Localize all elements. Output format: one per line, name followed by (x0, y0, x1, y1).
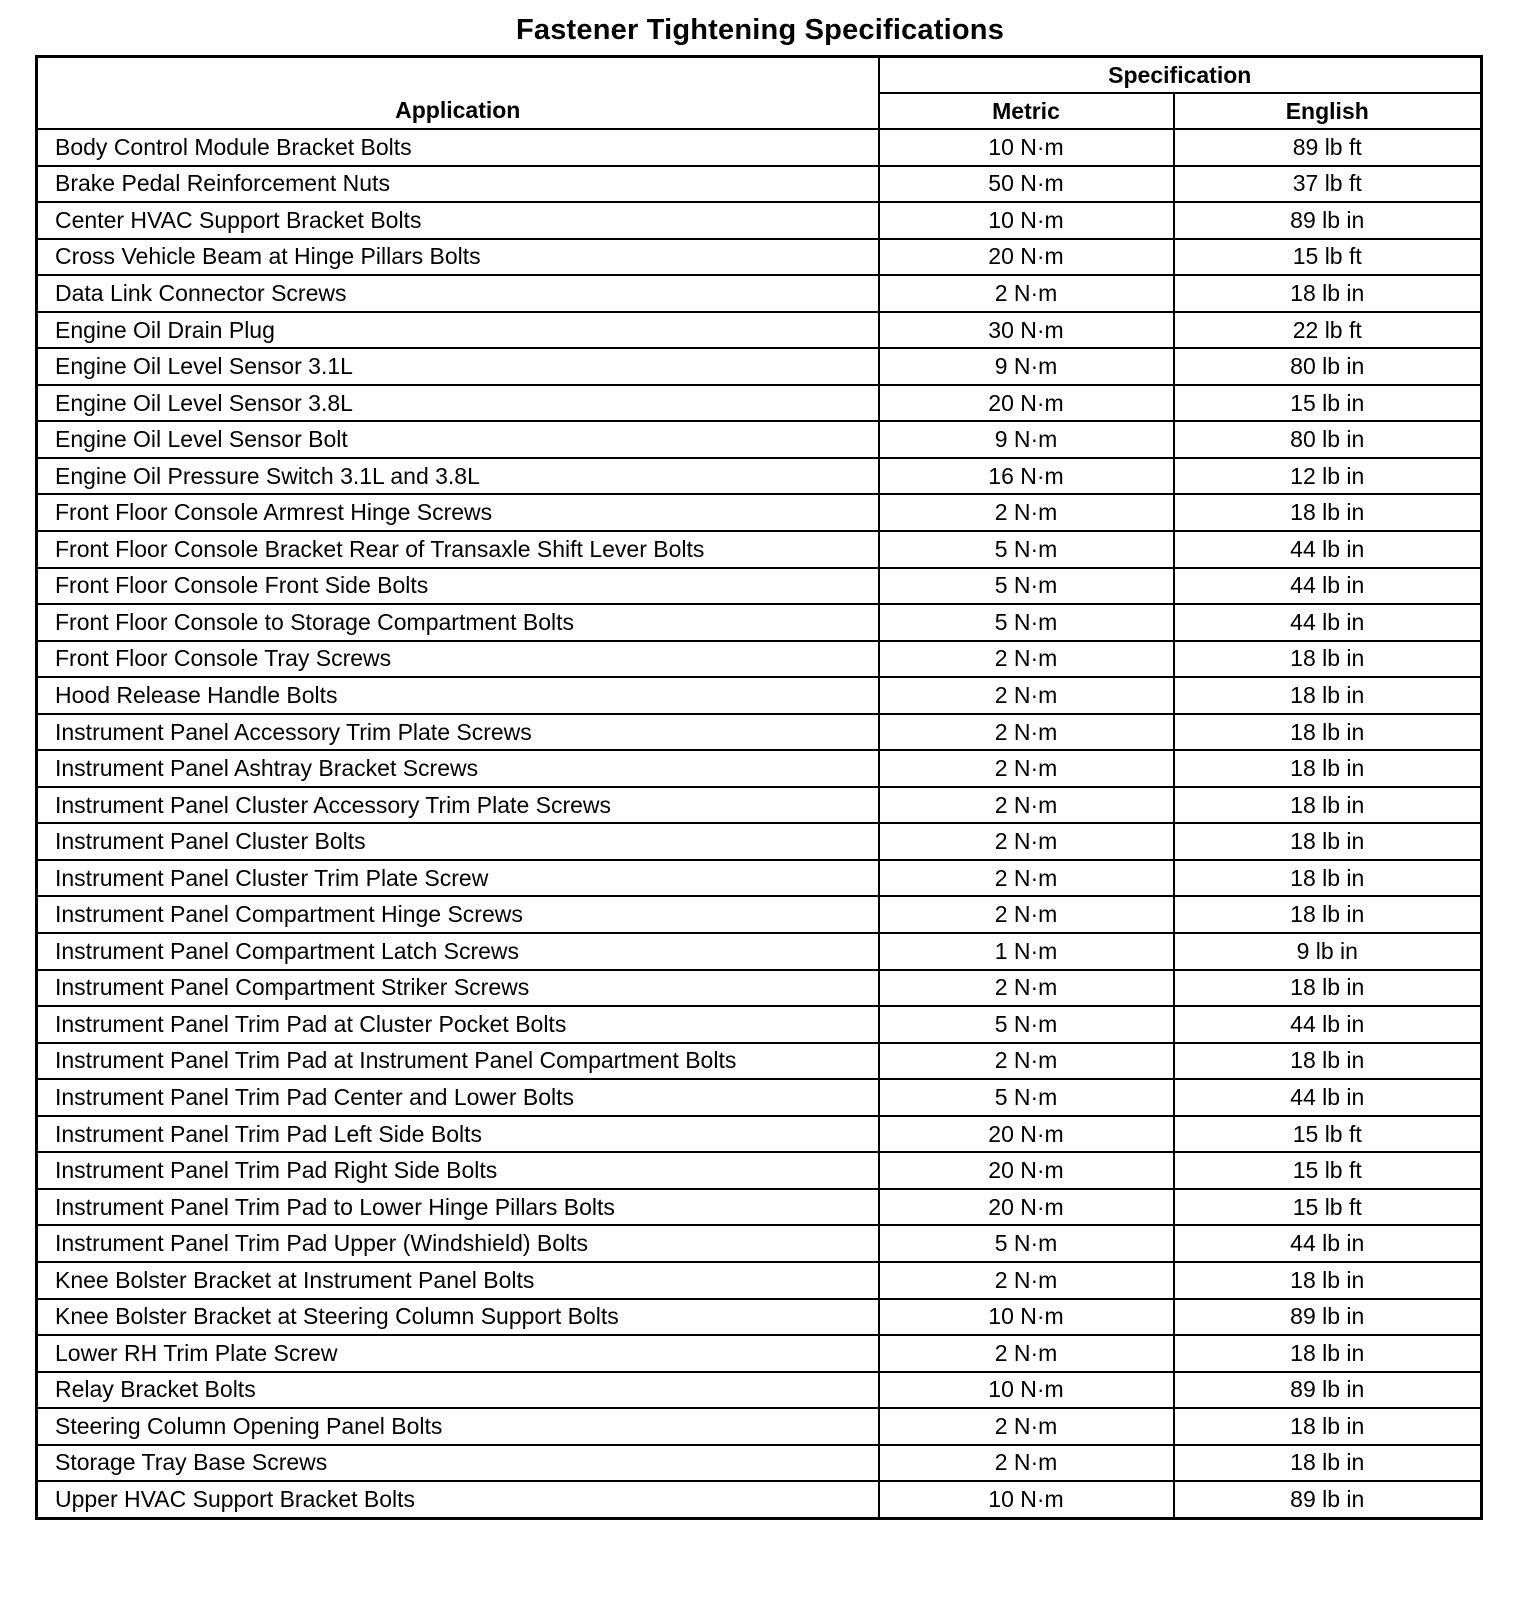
table-row (37, 823, 1482, 860)
metric-cell: 5 N·m (879, 604, 1174, 641)
header-row-top (37, 57, 1482, 94)
table-row (37, 1152, 1482, 1189)
table-row (37, 421, 1482, 458)
metric-cell: 2 N·m (879, 1335, 1174, 1372)
metric-cell: 10 N·m (879, 202, 1174, 239)
application-cell: Front Floor Console Front Side Bolts (37, 568, 879, 605)
application-cell: Front Floor Console Bracket Rear of Transaxle Shift Lever Bolts (37, 531, 879, 568)
table-row (37, 896, 1482, 933)
metric-cell: 20 N·m (879, 385, 1174, 422)
table-row (37, 677, 1482, 714)
application-cell: Instrument Panel Trim Pad Left Side Bolts (37, 1116, 879, 1153)
metric-cell: 2 N·m (879, 823, 1174, 860)
table-row (37, 166, 1482, 203)
table-row (37, 129, 1482, 166)
metric-cell: 20 N·m (879, 239, 1174, 276)
metric-cell: 2 N·m (879, 677, 1174, 714)
table-body (37, 129, 1482, 1518)
application-cell: Brake Pedal Reinforcement Nuts (37, 166, 879, 203)
metric-cell: 16 N·m (879, 458, 1174, 495)
metric-cell: 20 N·m (879, 1116, 1174, 1153)
metric-cell: 2 N·m (879, 275, 1174, 312)
english-cell: 18 lb in (1174, 494, 1482, 531)
english-cell: 44 lb in (1174, 1006, 1482, 1043)
application-cell: Engine Oil Level Sensor 3.1L (37, 348, 879, 385)
english-header: English (1174, 93, 1482, 129)
table-row (37, 385, 1482, 422)
english-cell: 15 lb ft (1174, 1152, 1482, 1189)
metric-cell: 2 N·m (879, 1043, 1174, 1080)
english-cell: 15 lb ft (1174, 1189, 1482, 1226)
application-cell: Front Floor Console Tray Screws (37, 641, 879, 678)
english-cell: 18 lb in (1174, 787, 1482, 824)
table-header (37, 57, 1482, 130)
english-cell: 18 lb in (1174, 823, 1482, 860)
application-cell: Instrument Panel Trim Pad at Instrument Panel Compartment Bolts (37, 1043, 879, 1080)
table-row (37, 1079, 1482, 1116)
english-cell: 89 lb in (1174, 202, 1482, 239)
application-cell: Instrument Panel Cluster Accessory Trim Plate Screws (37, 787, 879, 824)
table-row (37, 1043, 1482, 1080)
english-cell: 18 lb in (1174, 641, 1482, 678)
table-row (37, 1408, 1482, 1445)
application-cell: Instrument Panel Trim Pad at Cluster Pocket Bolts (37, 1006, 879, 1043)
metric-cell: 5 N·m (879, 1006, 1174, 1043)
metric-cell: 5 N·m (879, 1225, 1174, 1262)
application-cell: Instrument Panel Trim Pad Upper (Windshield) Bolts (37, 1225, 879, 1262)
application-cell: Front Floor Console Armrest Hinge Screws (37, 494, 879, 531)
english-cell: 18 lb in (1174, 750, 1482, 787)
application-cell: Relay Bracket Bolts (37, 1372, 879, 1409)
metric-cell: 30 N·m (879, 312, 1174, 349)
metric-cell: 20 N·m (879, 1152, 1174, 1189)
application-cell: Instrument Panel Trim Pad Right Side Bolts (37, 1152, 879, 1189)
application-cell: Instrument Panel Compartment Latch Screws (37, 933, 879, 970)
english-cell: 15 lb ft (1174, 1116, 1482, 1153)
table-row (37, 202, 1482, 239)
table-row (37, 1372, 1482, 1409)
application-cell: Knee Bolster Bracket at Instrument Panel Bolts (37, 1262, 879, 1299)
english-cell: 18 lb in (1174, 970, 1482, 1007)
english-cell: 18 lb in (1174, 275, 1482, 312)
application-cell: Data Link Connector Screws (37, 275, 879, 312)
table-row (37, 1481, 1482, 1518)
specification-header: Specification (879, 57, 1482, 94)
application-cell: Steering Column Opening Panel Bolts (37, 1408, 879, 1445)
table-row (37, 750, 1482, 787)
table-row (37, 239, 1482, 276)
metric-cell: 10 N·m (879, 1372, 1174, 1409)
application-cell: Instrument Panel Accessory Trim Plate Screws (37, 714, 879, 751)
english-cell: 44 lb in (1174, 531, 1482, 568)
metric-cell: 2 N·m (879, 1262, 1174, 1299)
application-cell: Engine Oil Level Sensor 3.8L (37, 385, 879, 422)
english-cell: 15 lb in (1174, 385, 1482, 422)
english-cell: 44 lb in (1174, 1079, 1482, 1116)
metric-cell: 10 N·m (879, 1481, 1174, 1518)
metric-cell: 5 N·m (879, 568, 1174, 605)
metric-cell: 9 N·m (879, 348, 1174, 385)
metric-cell: 5 N·m (879, 1079, 1174, 1116)
fastener-spec-table (35, 55, 1483, 1520)
english-cell: 44 lb in (1174, 1225, 1482, 1262)
table-row (37, 604, 1482, 641)
application-cell: Instrument Panel Compartment Hinge Screws (37, 896, 879, 933)
application-cell: Instrument Panel Cluster Trim Plate Screw (37, 860, 879, 897)
metric-cell: 2 N·m (879, 641, 1174, 678)
metric-cell: 2 N·m (879, 714, 1174, 751)
table-row (37, 1006, 1482, 1043)
application-cell: Upper HVAC Support Bracket Bolts (37, 1481, 879, 1518)
metric-cell: 2 N·m (879, 1408, 1174, 1445)
english-cell: 44 lb in (1174, 568, 1482, 605)
metric-cell: 2 N·m (879, 494, 1174, 531)
table-row (37, 1189, 1482, 1226)
metric-cell: 5 N·m (879, 531, 1174, 568)
english-cell: 18 lb in (1174, 1262, 1482, 1299)
table-row (37, 1225, 1482, 1262)
table-row (37, 531, 1482, 568)
english-cell: 18 lb in (1174, 860, 1482, 897)
english-cell: 80 lb in (1174, 421, 1482, 458)
english-cell: 89 lb in (1174, 1299, 1482, 1336)
application-cell: Body Control Module Bracket Bolts (37, 129, 879, 166)
metric-cell: 20 N·m (879, 1189, 1174, 1226)
english-cell: 12 lb in (1174, 458, 1482, 495)
english-cell: 89 lb ft (1174, 129, 1482, 166)
metric-cell: 10 N·m (879, 129, 1174, 166)
english-cell: 18 lb in (1174, 896, 1482, 933)
table-row (37, 1116, 1482, 1153)
application-cell: Engine Oil Drain Plug (37, 312, 879, 349)
table-row (37, 860, 1482, 897)
application-cell: Hood Release Handle Bolts (37, 677, 879, 714)
table-row (37, 312, 1482, 349)
english-cell: 22 lb ft (1174, 312, 1482, 349)
page-title: Fastener Tightening Specifications (515, 14, 1005, 46)
metric-cell: 50 N·m (879, 166, 1174, 203)
english-cell: 18 lb in (1174, 1043, 1482, 1080)
application-cell: Storage Tray Base Screws (37, 1445, 879, 1482)
table-row (37, 641, 1482, 678)
application-cell: Engine Oil Pressure Switch 3.1L and 3.8L (37, 458, 879, 495)
metric-cell: 9 N·m (879, 421, 1174, 458)
metric-cell: 2 N·m (879, 970, 1174, 1007)
table-row (37, 568, 1482, 605)
application-cell: Knee Bolster Bracket at Steering Column Support Bolts (37, 1299, 879, 1336)
metric-cell: 2 N·m (879, 860, 1174, 897)
metric-cell: 2 N·m (879, 896, 1174, 933)
english-cell: 44 lb in (1174, 604, 1482, 641)
table-row (37, 494, 1482, 531)
table-row (37, 714, 1482, 751)
english-cell: 15 lb ft (1174, 239, 1482, 276)
english-cell: 9 lb in (1174, 933, 1482, 970)
table-row (37, 1299, 1482, 1336)
english-cell: 18 lb in (1174, 1408, 1482, 1445)
application-cell: Instrument Panel Ashtray Bracket Screws (37, 750, 879, 787)
table-row (37, 1335, 1482, 1372)
application-cell: Instrument Panel Trim Pad Center and Lower Bolts (37, 1079, 879, 1116)
application-cell: Engine Oil Level Sensor Bolt (37, 421, 879, 458)
metric-cell: 10 N·m (879, 1299, 1174, 1336)
table-row (37, 1445, 1482, 1482)
application-cell: Lower RH Trim Plate Screw (37, 1335, 879, 1372)
application-cell: Center HVAC Support Bracket Bolts (37, 202, 879, 239)
table-row (37, 1262, 1482, 1299)
metric-header: Metric (879, 93, 1174, 129)
application-cell: Instrument Panel Trim Pad to Lower Hinge Pillars Bolts (37, 1189, 879, 1226)
metric-cell: 1 N·m (879, 933, 1174, 970)
english-cell: 37 lb ft (1174, 166, 1482, 203)
application-cell: Instrument Panel Compartment Striker Screws (37, 970, 879, 1007)
application-header: Application (37, 57, 879, 130)
english-cell: 18 lb in (1174, 1335, 1482, 1372)
english-cell: 89 lb in (1174, 1481, 1482, 1518)
table-row (37, 970, 1482, 1007)
table-row (37, 275, 1482, 312)
english-cell: 18 lb in (1174, 677, 1482, 714)
table-row (37, 348, 1482, 385)
table-row (37, 933, 1482, 970)
application-cell: Cross Vehicle Beam at Hinge Pillars Bolts (37, 239, 879, 276)
application-cell: Front Floor Console to Storage Compartment Bolts (37, 604, 879, 641)
metric-cell: 2 N·m (879, 1445, 1174, 1482)
table-row (37, 787, 1482, 824)
application-cell: Instrument Panel Cluster Bolts (37, 823, 879, 860)
english-cell: 18 lb in (1174, 714, 1482, 751)
english-cell: 80 lb in (1174, 348, 1482, 385)
metric-cell: 2 N·m (879, 787, 1174, 824)
metric-cell: 2 N·m (879, 750, 1174, 787)
table-row (37, 458, 1482, 495)
english-cell: 89 lb in (1174, 1372, 1482, 1409)
english-cell: 18 lb in (1174, 1445, 1482, 1482)
